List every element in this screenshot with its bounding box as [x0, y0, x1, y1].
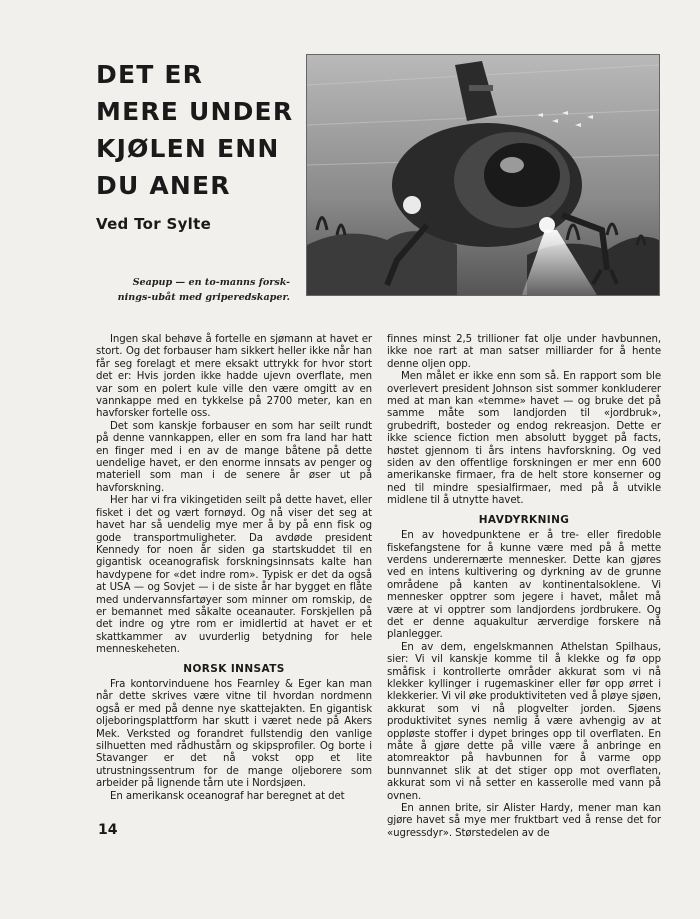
paragraph: Her har vi fra vikingetiden seilt på dette havet, eller fisket i det og vært fornøyd. Og nå viser det seg at havet har så uendelig mye mer å by på enn fisk og gode transportmuligheter. Da avdøde president Kennedy for noen år siden ga startskuddet til en gigantisk oceanografisk forskningsinnsats kalte han havdypene for «det indre rom». Typisk er det da også at USA — og Sovjet — i de siste år har bygget en flåte med undervannsfartøyer som minner om romskip, de er bemannet med såkalte oceanauter. Forskjellen på det indre og ytre rom er imidlertid at havet er et skattkammer av uvurderlig betydning for hele menneskeheten. [96, 495, 372, 656]
page-number: 14 [98, 822, 118, 838]
paragraph: En amerikansk oceanograf har beregnet at det [110, 790, 345, 802]
submarine-illustration-image [307, 55, 659, 295]
byline: Ved Tor Sylte [96, 215, 212, 233]
paragraph: En av dem, engelskmannen Athelstan Spilhaus, sier: Vi vil kanskje komme til å klekke og fø opp småfisk i kontrollerte områder akkurat som vi nå klekker kyllinger i rugemaskiner eller før opp ørret i klekkerier. Vi vil øke produktiviteten ved å pløye sjøen, akkurat som vi nå plogvelter jorden. Sjøens produktivitet synes nemlig å være avhengig av at oppløste stoffer i dypet bringes opp til overflaten. En måte å gjøre dette på ville være å anbringe en atomreaktor på havbunnen for å varme opp bunnvannet slik at det stiger opp mot overflaten, akkurat som vi nå setter en kasserolle med vann på ovnen. [387, 641, 661, 802]
article-title [96, 56, 306, 204]
paragraph: Ingen skal behøve å fortelle en sjømann at havet er stort. Og det forbauser ham sikkert heller ikke når han får seg forelagt et mere eksakt uttrykk for hvor stort det er: Hvis jorden ikke hadde ujevn overflate, men var som en polert kule ville den være omgitt av en vannkappe med en tykkelse på 2700 meter, kan en havforsker fortelle oss. [96, 334, 372, 420]
paragraph: En annen brite, sir Alister Hardy, mener man kan gjøre havet så mye mer fruktbart ved å rense det for «ugressdyr». Størstedelen av de [387, 803, 661, 839]
paragraph: Det som kanskje forbauser en som har seilt rundt på denne vannkappen, eller en som fra land har hatt en finger med i en av de mange båtene på dette uendelige havet, er den enorme innsats av penger og materiell som man i de senere år øser ut på havforskning. [96, 420, 372, 494]
caption-line: nings-ubåt med griperedskaper. [117, 292, 290, 303]
paragraph: Fra kontorvinduene hos Fearnley & Eger kan man når dette skrives være vitne til hvordan nordmenn også er med på denne nye skattejakten. En gigantisk oljeboringsplattform har skutt i været nede på Akers Mek. Verksted og forandret fullstendig den vanlige silhuetten med rådhustårn og skipsprofiler. Og borte i Stavanger er det nå vokst opp et lite utrustningssentrum for de mange oljeborere som arbeider på lignende tårn ute i Nordsjøen. [96, 678, 372, 790]
section-heading: HAVDYRKNING [478, 513, 570, 526]
title-line: MERE UNDER [96, 97, 294, 126]
paragraph: En av hovedpunktene er å tre- eller firedoble fiskefangstene for å kunne være med på å mette verdens underernærte mennesker. Dette kan gjøres ved en intens kultivering og dyrkning av de grunne områdene på kanten av kontinentalsoklene. Vi mennesker opptrer som jegere i havet, målet må være at vi opptrer som landjordens jordbrukere. Og det er denne aquakultur ærverdige forskere nå planlegger. [387, 530, 661, 641]
submarine-illustration [306, 54, 660, 296]
text-column-left [96, 334, 372, 803]
image-caption [108, 275, 290, 305]
section-heading: NORSK INNSATS [183, 662, 285, 675]
caption-line: Seapup — en to-manns forsk- [132, 277, 290, 288]
title-line: DET ER [96, 60, 204, 89]
paragraph: Men målet er ikke enn som så. En rapport som ble overlevert president Johnson sist sommer konkluderer med at man kan «temme» havet — og bruke det på samme måte som landjorden til «jordbruk», grubedrift, bosteder og endog rekreasjon. Dette er ikke science fiction men absolutt bygget på facts, høstet gjennom ti års intens havforskning. Og ved siden av den offentlige forskningen er mer enn 600 amerikanske firmaer, fra de helt store konserner og ned til mindre spesialfirmaer, med på å utvikle midlene til å utnytte havet. [387, 371, 661, 507]
title-line: KJØLEN ENN [96, 134, 280, 163]
title-line: DU ANER [96, 171, 231, 200]
paragraph: finnes minst 2,5 trillioner fat olje under havbunnen, ikke noe rart at man satser milliarder for å hente denne oljen opp. [387, 334, 661, 370]
text-column-right [387, 334, 661, 840]
